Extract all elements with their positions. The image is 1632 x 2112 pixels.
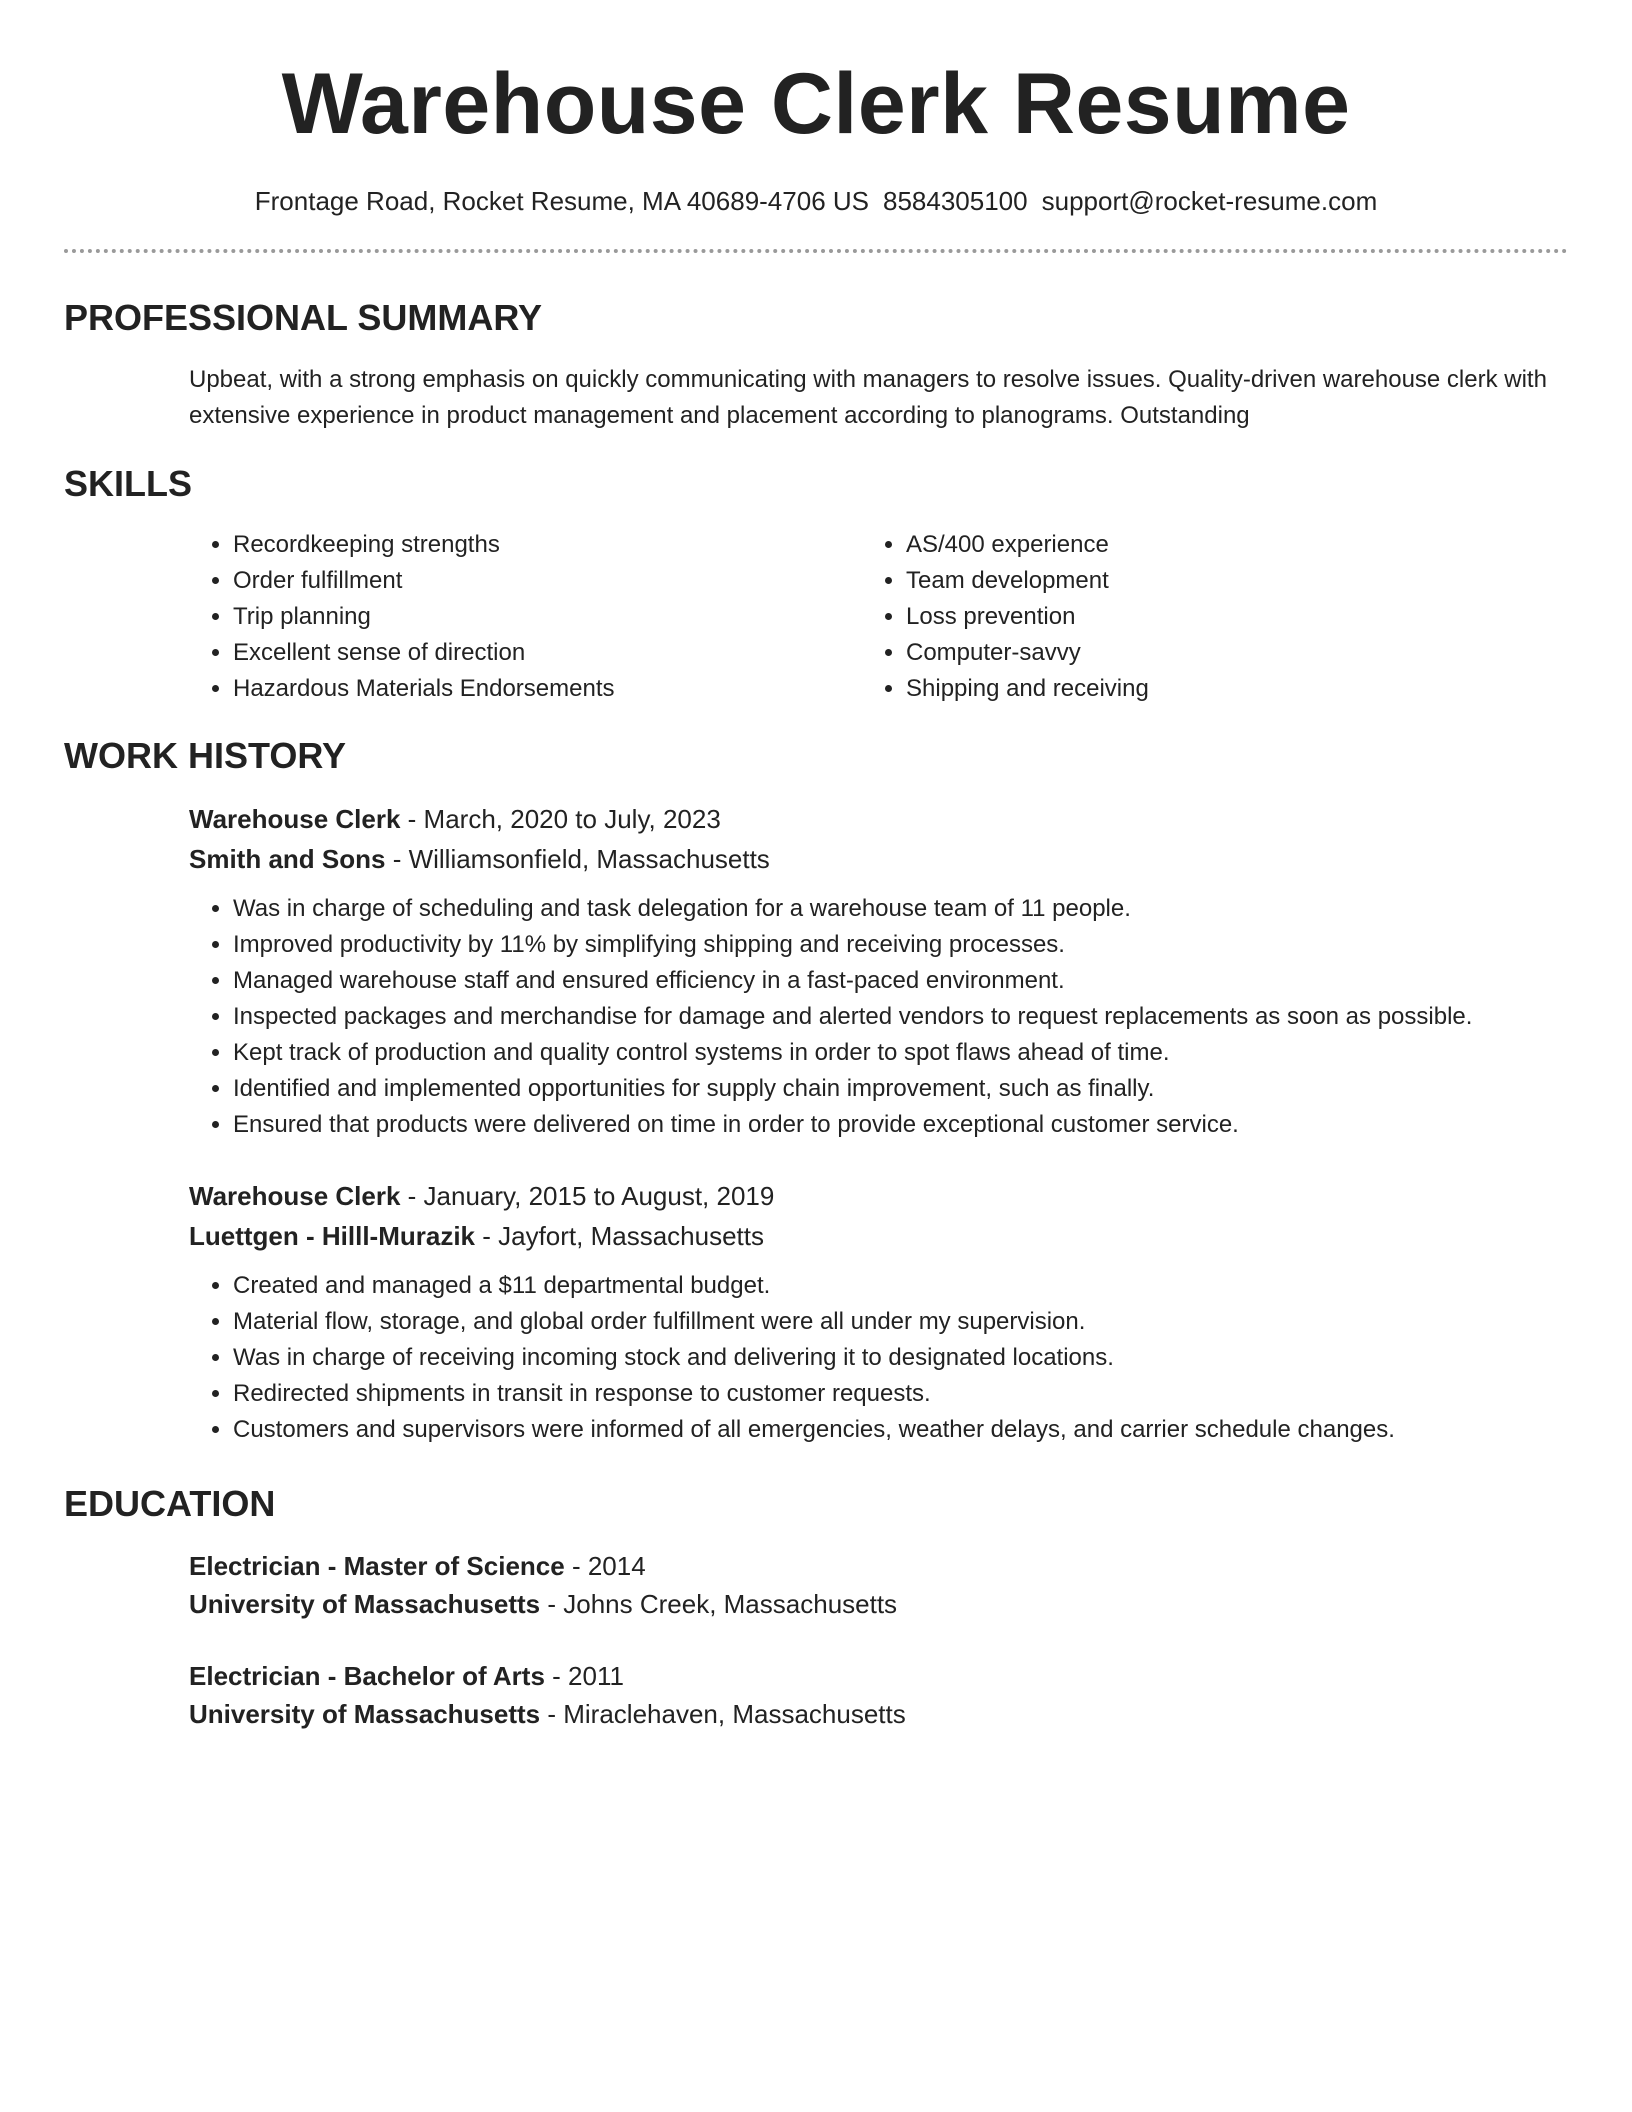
contact-line xyxy=(64,184,1568,218)
job-title: Warehouse Clerk xyxy=(189,1181,401,1211)
summary-text: Upbeat, with a strong emphasis on quickly communicating with managers to resolve issues. Quality-driven warehouse clerk with extensive experience in product management and placement according to planograms. Outstanding xyxy=(189,366,1547,429)
skills-body xyxy=(189,527,1568,711)
education-location: - Miraclehaven, Massachusetts xyxy=(540,1699,906,1729)
skill-item: • AS/400 experience xyxy=(906,527,1562,563)
education-entry xyxy=(189,1656,1568,1734)
skill-item: • Hazardous Materials Endorsements xyxy=(233,671,861,707)
job-dates: - January, 2015 to August, 2019 xyxy=(400,1181,775,1211)
education-school: University of Massachusetts xyxy=(189,1589,541,1619)
job-entry xyxy=(189,799,1568,1143)
job-bullet: • Was in charge of scheduling and task delegation for a warehouse team of 11 people. xyxy=(233,891,1568,927)
job-bullet: • Was in charge of receiving incoming stock and delivering it to designated locations. xyxy=(233,1340,1568,1376)
education-year: - 2011 xyxy=(544,1661,624,1691)
job-company-line xyxy=(189,1216,1568,1256)
skills-list-left xyxy=(189,527,861,707)
job-bullet: • Identified and implemented opportunities for supply chain improvement, such as finally. xyxy=(233,1071,1568,1107)
summary-body xyxy=(189,362,1568,434)
skill-item: • Shipping and receiving xyxy=(906,671,1562,707)
education-year: - 2014 xyxy=(564,1551,646,1581)
summary-heading: PROFESSIONAL SUMMARY xyxy=(64,297,543,338)
contact-email: support@rocket-resume.com xyxy=(1041,186,1378,216)
education-location: - Johns Creek, Massachusetts xyxy=(540,1589,898,1619)
skills-column-right xyxy=(862,527,1562,707)
job-company: Luettgen - Hilll-Murazik xyxy=(189,1221,475,1251)
job-bullet: • Redirected shipments in transit in response to customer requests. xyxy=(233,1376,1568,1412)
skill-item: • Trip planning xyxy=(233,599,861,635)
job-bullets xyxy=(189,891,1568,1143)
education-degree-line xyxy=(189,1656,1568,1696)
work-history-heading: WORK HISTORY xyxy=(64,735,347,776)
job-bullet: • Customers and supervisors were informed of all emergencies, weather delays, and carrier schedule changes. xyxy=(233,1412,1568,1448)
job-title: Warehouse Clerk xyxy=(189,804,401,834)
job-company-line xyxy=(189,839,1568,879)
skill-item: • Loss prevention xyxy=(906,599,1562,635)
job-location: - Jayfort, Massachusetts xyxy=(475,1221,764,1251)
job-title-line xyxy=(189,1176,1568,1216)
skill-item: • Team development xyxy=(906,563,1562,599)
education-degree-line xyxy=(189,1546,1568,1586)
header-divider xyxy=(64,249,1568,253)
education-school: University of Massachusetts xyxy=(189,1699,541,1729)
job-bullet: • Improved productivity by 11% by simplifying shipping and receiving processes. xyxy=(233,927,1568,963)
job-bullet: • Material flow, storage, and global order fulfillment were all under my supervision. xyxy=(233,1304,1568,1340)
education-heading: EDUCATION xyxy=(64,1483,276,1524)
job-company: Smith and Sons xyxy=(189,844,386,874)
education-school-line xyxy=(189,1694,1568,1734)
job-bullet: • Inspected packages and merchandise for damage and alerted vendors to request replacements as soon as possible. xyxy=(233,999,1568,1035)
education-school-line xyxy=(189,1584,1568,1624)
job-title-line xyxy=(189,799,1568,839)
job-bullet: • Managed warehouse staff and ensured efficiency in a fast-paced environment. xyxy=(233,963,1568,999)
job-bullets xyxy=(189,1268,1568,1448)
skill-item: • Recordkeeping strengths xyxy=(233,527,861,563)
skills-list-right xyxy=(862,527,1562,707)
contact-phone: 8584305100 xyxy=(883,186,1028,216)
skill-item: • Excellent sense of direction xyxy=(233,635,861,671)
job-bullet: • Ensured that products were delivered on time in order to provide exceptional customer service. xyxy=(233,1107,1568,1143)
job-bullet: • Created and managed a $11 departmental budget. xyxy=(233,1268,1568,1304)
education-degree: Electrician - Master of Science xyxy=(189,1551,565,1581)
contact-address: Frontage Road, Rocket Resume, MA 40689-4706 US xyxy=(254,186,869,216)
skills-column-left xyxy=(189,527,861,707)
skills-heading: SKILLS xyxy=(64,463,193,504)
job-entry xyxy=(189,1176,1568,1448)
resume-title: Warehouse Clerk Resume xyxy=(281,56,1351,152)
skill-item: • Order fulfillment xyxy=(233,563,861,599)
job-bullet: • Kept track of production and quality control systems in order to spot flaws ahead of time. xyxy=(233,1035,1568,1071)
education-entry xyxy=(189,1546,1568,1624)
education-degree: Electrician - Bachelor of Arts xyxy=(189,1661,545,1691)
job-location: - Williamsonfield, Massachusetts xyxy=(385,844,770,874)
job-dates: - March, 2020 to July, 2023 xyxy=(400,804,721,834)
skill-item: • Computer-savvy xyxy=(906,635,1562,671)
